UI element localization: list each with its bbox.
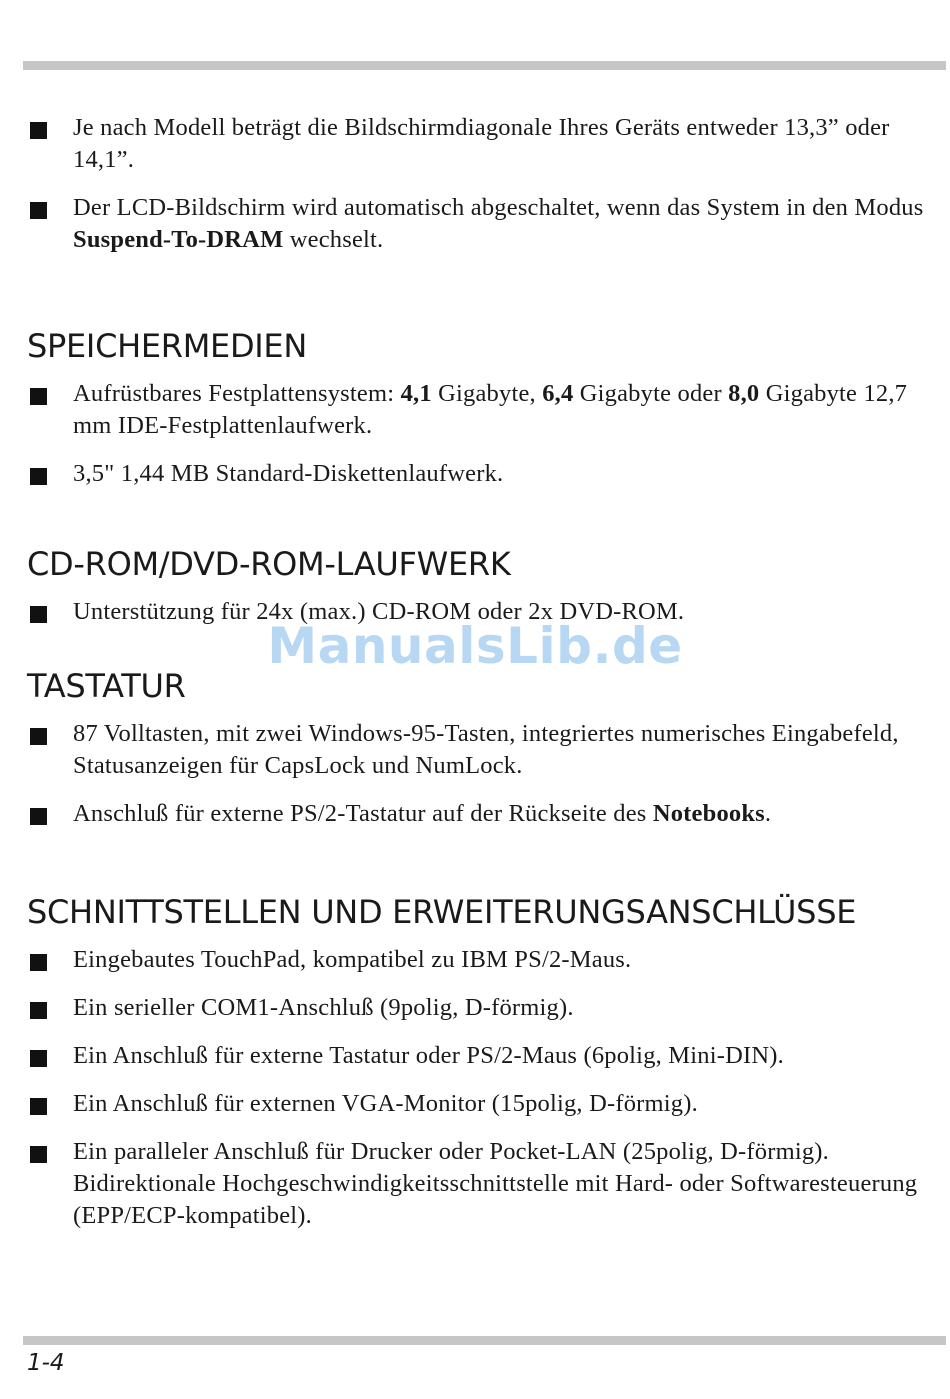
bullet-square-icon [30,122,47,139]
bullet-square-icon [30,606,47,623]
list-item [27,112,937,176]
intro-list [27,112,937,256]
list-item [27,944,937,976]
speicher-list [27,378,937,490]
item-text: Ein serieller COM1-Anschluß (9polig, D-förmig). [73,994,574,1021]
item-bold-text: Notebooks [652,800,765,827]
item-text: Unterstützung für 24x (max.) CD-ROM oder 2x DVD-ROM. [73,598,685,625]
bullet-square-icon [30,1146,47,1163]
list-item [27,458,937,490]
item-text: Eingebautes TouchPad, kompatibel zu IBM PS/2-Maus. [73,946,632,973]
page-number: 1-4 [27,1350,65,1376]
item-text: Ein Anschluß für externe Tastatur oder PS/2-Maus (6polig, Mini-DIN). [73,1042,784,1069]
bottom-rule [23,1336,946,1345]
section-heading-schnittstellen: SCHNITTSTELLEN UND ERWEITERUNGSANSCHLÜSSE [27,893,857,931]
item-text: wechselt. [283,226,384,253]
bullet-square-icon [30,468,47,485]
item-text: Gigabyte 12,7 mm IDE-Festplattenlaufwerk. [73,380,908,439]
item-text: Gigabyte, [431,380,543,407]
watermark: ManualsLib.de [267,617,683,675]
list-item [27,1136,937,1232]
item-text: 87 Volltasten, mit zwei Windows-95-Tasten, integriertes numerisches Eingabefeld, Statusanzeigen für CapsLock und NumLock. [73,720,899,779]
item-text: Je nach Modell beträgt die Bildschirmdiagonale Ihres Geräts entweder 13,3” oder 14,1”. [73,114,890,173]
top-rule [23,61,946,70]
item-text: 3,5" 1,44 MB Standard-Diskettenlaufwerk. [73,460,504,487]
page-content [27,112,937,1248]
item-text: . [764,800,772,827]
tastatur-list [27,718,937,830]
schnitt-list [27,944,937,1232]
list-item [27,798,937,830]
item-text: Anschluß für externe PS/2-Tastatur auf der Rückseite des [73,800,653,827]
bullet-square-icon [30,1002,47,1019]
bullet-square-icon [30,954,47,971]
list-item [27,596,937,628]
cdrom-list [27,596,937,628]
list-item [27,1040,937,1072]
item-bold-text: 6,4 [542,380,574,407]
section-heading-cdrom: CD-ROM/DVD-ROM-LAUFWERK [27,545,511,583]
list-item [27,718,937,782]
list-item [27,378,937,442]
bullet-square-icon [30,1050,47,1067]
bullet-square-icon [30,808,47,825]
bullet-square-icon [30,1098,47,1115]
section-heading-tastatur: TASTATUR [27,667,186,705]
item-text: Ein Anschluß für externen VGA-Monitor (15polig, D-förmig). [73,1090,698,1117]
list-item [27,192,937,256]
item-text: Ein paralleler Anschluß für Drucker oder Pocket-LAN (25polig, D-förmig). Bidirektionale Hochgeschwindigkeitsschnittstelle mit Hard- oder Softwaresteuerung (EPP/ECP-kompatibel). [73,1138,918,1229]
list-item [27,992,937,1024]
bullet-square-icon [30,388,47,405]
section-heading-speichermedien: SPEICHERMEDIEN [27,327,307,365]
item-text: Aufrüstbares Festplattensystem: [73,380,401,407]
bullet-square-icon [30,202,47,219]
item-text: Gigabyte oder [573,380,729,407]
item-text: Der LCD-Bildschirm wird automatisch abgeschaltet, wenn das System in den Modus [73,194,924,221]
bullet-square-icon [30,728,47,745]
item-bold-text: Suspend-To-DRAM [73,226,284,253]
list-item [27,1088,937,1120]
item-bold-text: 8,0 [728,380,760,407]
item-bold-text: 4,1 [400,380,432,407]
